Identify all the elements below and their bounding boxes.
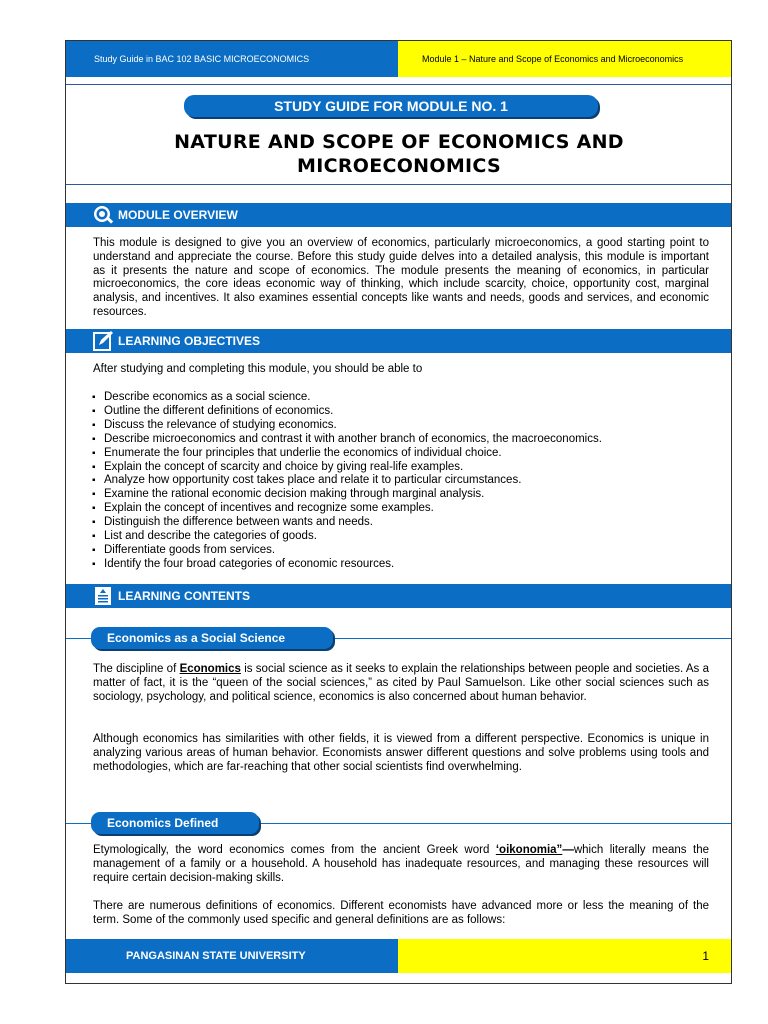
edit-note-icon: [92, 331, 114, 351]
economics-term: Economics: [179, 663, 241, 675]
objective-item: ▪ Distinguish the difference between wants and needs.: [92, 516, 708, 530]
social-science-paragraph-1: The discipline of Economics is social science as it seeks to explain the relationships between people and societies. As a matter of fact, it is the “queen of the social sciences,” as cited by Paul Samuelson. Like other social sciences such as sociology, psychology, and political science, economics is also concerned about human behavior.: [93, 663, 709, 703]
objective-item: ▪ Outline the different definitions of economics.: [92, 405, 708, 419]
oikonomia-term: ‘oikonomia”: [495, 844, 563, 856]
economics-defined-paragraph-1: Etymologically, the word economics comes from the ancient Greek word ‘oikonomia”—which literally means the management of a family or a household. A household has inadequate resources, and managing these resources will require certain decision-making skills.: [93, 844, 709, 884]
module-overview-heading: MODULE OVERVIEW: [118, 208, 238, 222]
document-title: [106, 130, 692, 178]
objective-item: ▪ Analyze how opportunity cost takes place and relate it to particular circumstances.: [92, 474, 708, 488]
document-page: [65, 40, 732, 984]
social-science-paragraph-2: Although economics has similarities with other fields, it is viewed from a different perspective. Economics is unique in analyzing various areas of human behavior. Economists answer different questions and solve problems using tools and methodologies, which are far-reaching that other social scientists find overwhelming.: [93, 733, 709, 773]
document-title-line1: NATURE AND SCOPE OF ECONOMICS AND: [174, 131, 624, 153]
objective-item: ▪ Identify the four broad categories of economic resources.: [92, 558, 708, 572]
objective-item: ▪ List and describe the categories of goods.: [92, 530, 708, 544]
learning-contents-bar: [66, 584, 731, 608]
learning-objectives-bar: [66, 329, 731, 353]
learning-objectives-list: [92, 391, 708, 572]
document-title-line2: MICROECONOMICS: [297, 155, 501, 177]
learning-objectives-heading: LEARNING OBJECTIVES: [118, 334, 261, 348]
document-icon: [92, 586, 114, 606]
title-divider: [66, 184, 731, 185]
economics-defined-paragraph-2: There are numerous definitions of economics. Different economists have advanced more or less the meaning of the term. Some of the commonly used specific and general definitions are as follows:: [93, 900, 709, 926]
objective-item: ▪ Describe microeconomics and contrast it with another branch of economics, the macroeconomics.: [92, 433, 708, 447]
objective-item: ▪ Describe economics as a social science.: [92, 391, 708, 405]
footer-university: PANGASINAN STATE UNIVERSITY: [66, 939, 398, 973]
section-heading-economics-defined: Economics Defined: [91, 812, 259, 834]
page-footer: [66, 939, 731, 973]
footer-page-number: 1: [398, 939, 731, 973]
objective-item: ▪ Examine the rational economic decision making through marginal analysis.: [92, 488, 708, 502]
header-course-title: Study Guide in BAC 102 BASIC MICROECONOMICS: [66, 41, 398, 77]
learning-objectives-intro: After studying and completing this module, you should be able to: [93, 363, 423, 375]
header-divider: [66, 84, 731, 85]
section-heading-social-science: Economics as a Social Science: [91, 627, 333, 649]
module-overview-text: This module is designed to give you an overview of economics, particularly microeconomics, a good starting point to understand and appreciate the course. Before this study guide delves into a detailed analysis, this module is important as it presents the nature and scope of economics. The module presents the meaning of economics, in particular microeconomics, the core ideas economic way of thinking, which include scarcity, choice, opportunity cost, marginal analysis, and incentives. It also examines essential concepts like wants and needs, goods and services, and economic resources.: [93, 237, 709, 318]
page-header: [66, 41, 731, 77]
learning-contents-heading: LEARNING CONTENTS: [118, 589, 250, 603]
objective-item: ▪ Discuss the relevance of studying economics.: [92, 419, 708, 433]
study-guide-banner: STUDY GUIDE FOR MODULE NO. 1: [184, 95, 598, 117]
objective-item: ▪ Explain the concept of scarcity and choice by giving real-life examples.: [92, 461, 708, 475]
objective-item: ▪ Differentiate goods from services.: [92, 544, 708, 558]
objective-item: ▪ Explain the concept of incentives and recognize some examples.: [92, 502, 708, 516]
objective-item: ▪ Enumerate the four principles that underlie the economics of individual choice.: [92, 447, 708, 461]
header-module-title: Module 1 – Nature and Scope of Economics and Microeconomics: [398, 41, 731, 77]
module-overview-bar: [66, 203, 731, 227]
magnifier-icon: [92, 205, 114, 225]
